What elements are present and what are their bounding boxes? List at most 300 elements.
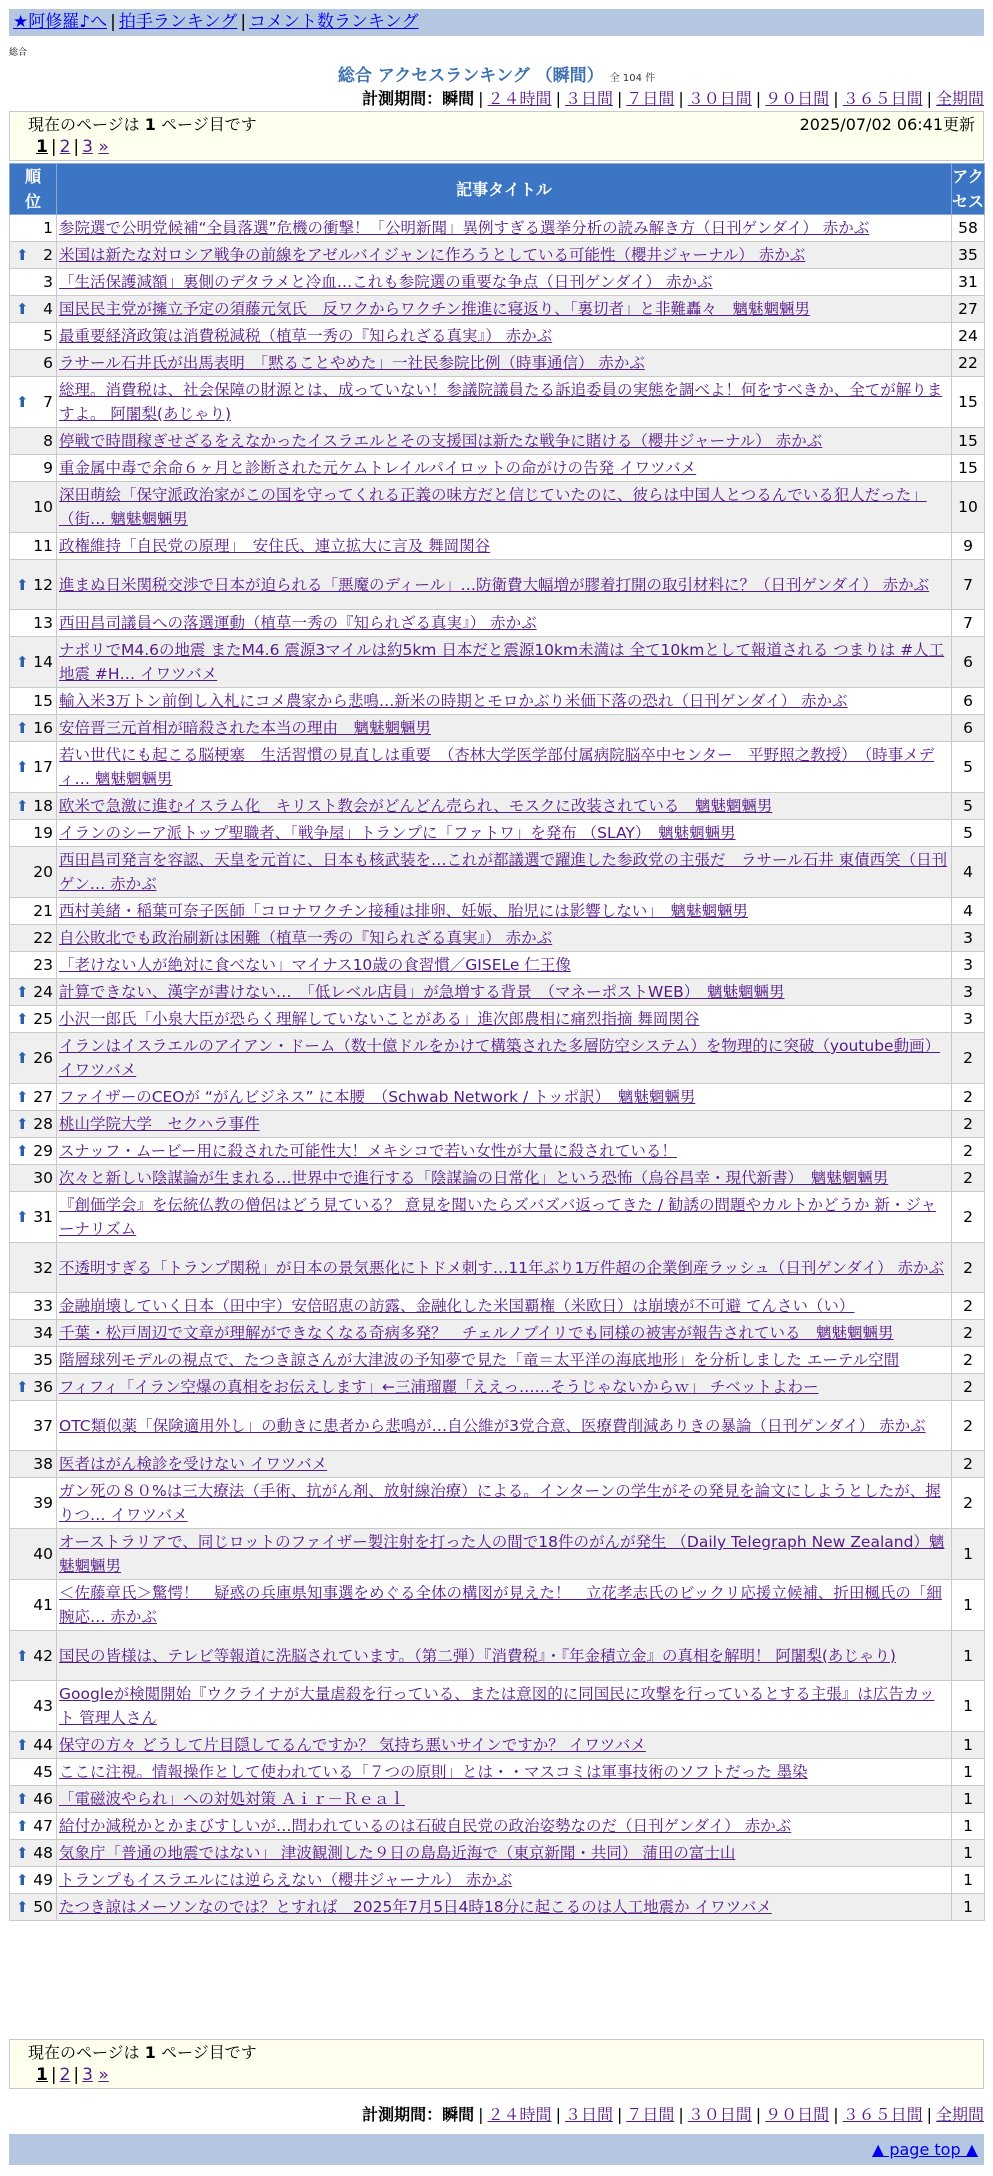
page-next-link[interactable]: » xyxy=(98,137,109,157)
article-link[interactable]: 金融崩壊していく日本（田中宇）安倍昭恵の訪露、金融化した米国覇権（米欧日）は崩壊が不可避 てんさい（い） xyxy=(59,1297,855,1315)
rank-cell xyxy=(10,1374,57,1401)
period-selector-bottom xyxy=(362,2102,984,2125)
period-separator: | xyxy=(555,2105,561,2124)
article-link[interactable]: ガン死の８０%は三大療法（手術、抗がん剤、放射線治療）による。インターンの学生がその発見を論文にしようとしたが、握りつ… イワツバメ xyxy=(59,1482,941,1524)
article-link[interactable]: 西田昌司議員への落選運動（植草一秀の『知られざる真実』） 赤かぶ xyxy=(59,614,537,632)
title-cell xyxy=(57,898,952,925)
title-cell xyxy=(57,925,952,952)
rank-number: 41 xyxy=(33,1596,53,1614)
up-arrow-icon: ⬆ xyxy=(16,575,29,594)
access-count: 15 xyxy=(952,377,985,428)
up-arrow-icon: ⬆ xyxy=(16,300,29,318)
top-nav-bar xyxy=(9,9,984,36)
rank-cell xyxy=(10,1529,57,1580)
title-cell xyxy=(57,1347,952,1374)
title-cell xyxy=(57,377,952,428)
table-row xyxy=(10,428,985,455)
page-link-3[interactable]: 3 xyxy=(82,2065,93,2085)
clap-ranking-link[interactable]: 拍手ランキング xyxy=(118,12,238,32)
article-link[interactable]: 給付か減税かとかまびすしいが…問われているのは石破自民党の政治姿勢なのだ（日刊ゲンダイ） 赤かぶ xyxy=(59,1817,792,1835)
article-link[interactable]: ファイザーのCEOが “がんビジネス” に本腰 （Schwab Network / トッポ訳） 魑魅魍魎男 xyxy=(59,1088,696,1106)
up-arrow-icon: ⬆ xyxy=(16,1817,29,1835)
current-page-text: 現在のページは 1 ページ目です xyxy=(28,2043,257,2062)
rank-number: 9 xyxy=(43,459,53,477)
period-label: 計測期間： xyxy=(362,89,443,108)
access-count: 2 xyxy=(952,1320,985,1347)
rank-number: 40 xyxy=(33,1545,53,1563)
up-arrow-icon: ⬆ xyxy=(16,1378,29,1396)
access-count: 24 xyxy=(952,323,985,350)
table-row xyxy=(10,847,985,898)
rank-number: 39 xyxy=(33,1494,53,1512)
pagination-bottom: 1 | 2 | 3 » xyxy=(36,2065,109,2085)
article-link[interactable]: 進まぬ日米関税交渉で日本が迫られる「悪魔のディール」…防衛費大幅増が膠着打開の取引材料に？（日刊ゲンダイ） 赤かぶ xyxy=(59,575,930,594)
access-count: 5 xyxy=(952,820,985,847)
article-link[interactable]: ナポリでM4.6の地震 またM4.6 震源3マイルは約5km 日本だと震源10km未満は 全て10kmとして報道される つまりは #人工地震 #H… イワツバメ xyxy=(59,641,945,683)
access-count: 5 xyxy=(952,793,985,820)
title-cell xyxy=(57,296,952,323)
article-link[interactable]: 不透明すぎる「トランプ関税」が日本の景気悪化にトドメ刺す…11年ぶり1万件超の企業倒産ラッシュ（日刊ゲンダイ） 赤かぶ xyxy=(59,1258,945,1277)
access-count: 1 xyxy=(952,1840,985,1867)
article-link[interactable]: 総理。消費税は、社会保障の財源とは、成っていない！参議院議員たる訴追委員の実態を調べよ！何をすべきか、全てが解りますよ。 阿闍梨(あじゃり) xyxy=(59,381,943,423)
rank-number: 46 xyxy=(33,1790,53,1808)
title-cell xyxy=(57,1293,952,1320)
period-link[interactable]: ３６５日間 xyxy=(842,89,923,108)
title-cell xyxy=(57,533,952,560)
table-row xyxy=(10,1786,985,1813)
ranking-table xyxy=(9,163,985,1921)
up-arrow-icon: ⬆ xyxy=(16,1898,29,1916)
rank-number: 6 xyxy=(43,354,53,372)
rank-cell xyxy=(10,1320,57,1347)
page-link-2[interactable]: 2 xyxy=(59,137,71,157)
rank-cell xyxy=(10,847,57,898)
table-row xyxy=(10,898,985,925)
title-header: 記事タイトル xyxy=(57,164,952,215)
table-row xyxy=(10,296,985,323)
page-info-top xyxy=(9,111,984,161)
period-link[interactable]: 全期間 xyxy=(935,89,984,108)
page-next-link[interactable]: » xyxy=(98,2065,109,2085)
table-row xyxy=(10,1580,985,1631)
rank-cell xyxy=(10,1894,57,1921)
article-link[interactable]: 「電磁波やられ」への対処対策 Ａｉｒ－Ｒｅａｌ xyxy=(59,1790,405,1808)
table-row xyxy=(10,1813,985,1840)
page-top-link[interactable]: ▲ page top ▲ xyxy=(871,2140,978,2159)
title-cell xyxy=(57,242,952,269)
title-cell xyxy=(57,979,952,1006)
period-link[interactable]: ７日間 xyxy=(626,2105,675,2124)
table-row xyxy=(10,1111,985,1138)
pagination-top: 1 | 2 | 3 » xyxy=(36,137,109,157)
up-arrow-icon: ⬆ xyxy=(16,1010,29,1028)
title-cell xyxy=(57,847,952,898)
article-link[interactable]: 『創価学会』を伝統仏教の僧侶はどう見ている？ 意見を聞いたらズバズバ返ってきた / 勧誘の問題やカルトかどうか 新・ジャーナリズム xyxy=(59,1196,937,1238)
article-link[interactable]: 「生活保護減額」裏側のデタラメと冷血…これも参院選の重要な争点（日刊ゲンダイ） 赤かぶ xyxy=(59,273,713,291)
up-arrow-icon: ⬆ xyxy=(16,393,29,411)
article-link[interactable]: 輸入米3万トン前倒し入札にコメ農家から悲鳴…新米の時期とモロかぶり米価下落の恐れ（日刊ゲンダイ） 赤かぶ xyxy=(59,692,848,710)
rank-header: 順 位 xyxy=(10,164,57,215)
access-count: 9 xyxy=(952,533,985,560)
article-link[interactable]: フィフィ「イラン空爆の真相をお伝えします」←三浦瑠麗「ええっ……そうじゃないからｗ」 チベットよわー xyxy=(59,1378,819,1396)
table-row xyxy=(10,1681,985,1732)
page-current: 1 xyxy=(36,2065,48,2085)
article-link[interactable]: トランプもイスラエルには逆らえない（櫻井ジャーナル） 赤かぶ xyxy=(59,1871,513,1889)
table-row xyxy=(10,560,985,610)
access-count: 1 xyxy=(952,1580,985,1631)
rank-cell xyxy=(10,1840,57,1867)
title-cell xyxy=(57,820,952,847)
access-count: 10 xyxy=(952,482,985,533)
rank-number: 18 xyxy=(33,797,53,815)
access-count: 5 xyxy=(952,742,985,793)
title-cell xyxy=(57,1867,952,1894)
rank-number: 43 xyxy=(33,1697,53,1715)
title-cell xyxy=(57,1192,952,1243)
up-arrow-icon: ⬆ xyxy=(16,1790,29,1808)
access-count: 3 xyxy=(952,979,985,1006)
title-cell xyxy=(57,1084,952,1111)
rank-number: 47 xyxy=(33,1817,53,1835)
up-arrow-icon: ⬆ xyxy=(16,1646,29,1665)
article-link[interactable]: オーストラリアで、同じロットのファイザー製注射を打った人の間で18件のがんが発生 （Daily Telegraph New Zealand）魑魅魍魎男 xyxy=(59,1533,945,1575)
access-count: 6 xyxy=(952,715,985,742)
article-link[interactable]: 安倍晋三元首相が暗殺された本当の理由 魑魅魍魎男 xyxy=(59,719,432,737)
title-cell xyxy=(57,1894,952,1921)
table-row xyxy=(10,215,985,242)
access-count: 2 xyxy=(952,1111,985,1138)
access-count: 2 xyxy=(952,1192,985,1243)
access-count: 2 xyxy=(952,1138,985,1165)
access-count: 58 xyxy=(952,215,985,242)
rank-number: 1 xyxy=(43,219,53,237)
period-link[interactable]: ３日間 xyxy=(564,89,613,108)
table-row xyxy=(10,533,985,560)
access-count: 2 xyxy=(952,1451,985,1478)
article-link[interactable]: 西田昌司発言を容認、天皇を元首に、日本も核武装を…これが都議選で躍進した参政党の主張だ ラサール石井 東債西笑（日刊ゲン… 赤かぶ xyxy=(59,851,948,893)
title-cell xyxy=(57,742,952,793)
access-count: 2 xyxy=(952,1033,985,1084)
article-link[interactable]: 国民民主党が擁立予定の須藤元気氏 反ワクからワクチン推進に寝返り、「裏切者」と非難轟々 魑魅魍魎男 xyxy=(59,300,810,318)
rank-number: 17 xyxy=(33,758,53,776)
article-link[interactable]: 保守の方々 どうして片目隠してるんですか？ 気持ち悪いサインですか？ イワツバメ xyxy=(59,1736,646,1754)
period-link[interactable]: ９０日間 xyxy=(765,89,830,108)
article-link[interactable]: 小沢一郎氏「小泉大臣が恐らく理解していないことがある」進次郎農相に痛烈指摘 舞岡関谷 xyxy=(59,1010,700,1028)
access-count: 3 xyxy=(952,925,985,952)
title-cell xyxy=(57,715,952,742)
table-row xyxy=(10,793,985,820)
table-row xyxy=(10,1192,985,1243)
article-link[interactable]: 若い世代にも起こる脳梗塞 生活習慣の見直しは重要 （杏林大学医学部付属病院脳卒中センター 平野照之教授） （時事メディ… 魑魅魍魎男 xyxy=(59,746,935,788)
table-row xyxy=(10,925,985,952)
article-link[interactable]: 深田萌絵「保守派政治家がこの国を守ってくれる正義の味方だと信じていたのに、彼らは中国人とつるんでいる犯人だった」（街… 魑魅魍魎男 xyxy=(59,486,927,528)
rank-cell xyxy=(10,1138,57,1165)
up-arrow-icon: ⬆ xyxy=(16,1049,29,1067)
rank-number: 16 xyxy=(33,719,53,737)
rank-number: 50 xyxy=(33,1898,53,1916)
period-separator: | xyxy=(478,89,484,108)
rank-cell xyxy=(10,1451,57,1478)
period-label: 計測期間： xyxy=(362,2105,443,2124)
table-row xyxy=(10,323,985,350)
rank-number: 14 xyxy=(33,653,53,671)
current-page-text: 現在のページは 1 ページ目です xyxy=(28,115,257,134)
rank-number: 5 xyxy=(43,327,53,345)
title-cell xyxy=(57,688,952,715)
rank-cell xyxy=(10,715,57,742)
article-link[interactable]: 欧米で急激に進むイスラム化 キリスト教会がどんどん売られ、モスクに改装されている 魑魅魍魎男 xyxy=(59,797,773,815)
rank-number: 7 xyxy=(43,393,53,411)
article-link[interactable]: 停戦で時間稼ぎせざるをえなかったイスラエルとその支援国は新たな戦争に賭ける（櫻井ジャーナル） 赤かぶ xyxy=(59,432,823,450)
total-count: 全 104 件 xyxy=(609,73,656,84)
rank-cell xyxy=(10,610,57,637)
title-cell xyxy=(57,323,952,350)
access-count: 1 xyxy=(952,1786,985,1813)
period-selector-top xyxy=(362,86,984,109)
rank-cell xyxy=(10,820,57,847)
period-separator: | xyxy=(755,2105,762,2124)
access-count: 2 xyxy=(952,1401,985,1451)
access-count: 1 xyxy=(952,1759,985,1786)
up-arrow-icon: ⬆ xyxy=(16,1844,29,1862)
rank-cell xyxy=(10,1681,57,1732)
rank-number: 11 xyxy=(33,537,53,555)
access-count: 6 xyxy=(952,637,985,688)
rank-cell xyxy=(10,1033,57,1084)
article-link[interactable]: 最重要経済政策は消費税減税（植草一秀の『知られざる真実』） 赤かぶ xyxy=(59,327,553,345)
article-link[interactable]: 医者はがん検診を受けない イワツバメ xyxy=(59,1455,328,1473)
rank-cell xyxy=(10,637,57,688)
article-link[interactable]: 気象庁「普通の地震ではない」 津波観測した９日の島島近海で（東京新聞・共同） 蒲田の富士山 xyxy=(59,1844,736,1862)
article-link[interactable]: ここに注視。情報操作として使われている「７つの原則」とは・・マスコミは軍事技術のソフトだった 墨染 xyxy=(59,1763,808,1781)
title-cell xyxy=(57,350,952,377)
article-link[interactable]: 政権維持「自民党の原理」 安住氏、連立拡大に言及 舞岡関谷 xyxy=(59,537,491,555)
rank-cell xyxy=(10,560,57,610)
access-count: 1 xyxy=(952,1894,985,1921)
access-count: 6 xyxy=(952,688,985,715)
rank-cell xyxy=(10,455,57,482)
rank-number: 45 xyxy=(33,1763,53,1781)
rank-cell xyxy=(10,1813,57,1840)
rank-number: 4 xyxy=(43,300,53,318)
article-link[interactable]: 「老けない人が絶対に食べない」マイナス10歳の食習慣／GISELe 仁王像 xyxy=(59,956,571,974)
rank-number: 13 xyxy=(33,614,53,632)
rank-cell xyxy=(10,793,57,820)
rank-cell xyxy=(10,1347,57,1374)
access-count: 27 xyxy=(952,296,985,323)
table-row xyxy=(10,1320,985,1347)
rank-number: 35 xyxy=(33,1351,53,1369)
table-row xyxy=(10,1894,985,1921)
table-row xyxy=(10,1347,985,1374)
access-count: 15 xyxy=(952,428,985,455)
period-link[interactable]: ３６５日間 xyxy=(842,2105,923,2124)
rank-number: 22 xyxy=(33,929,53,947)
article-link[interactable]: 重金属中毒で余命６ヶ月と診断された元ケムトレイルパイロットの命がけの告発 イワツバメ xyxy=(59,459,697,477)
nav-separator: | xyxy=(240,12,247,32)
article-link[interactable]: 計算できない、漢字が書けない… 「低レベル店員」が急増する背景 （マネーポストWEB） 魑魅魍魎男 xyxy=(59,983,785,1001)
title-cell xyxy=(57,1401,952,1451)
page-link-2[interactable]: 2 xyxy=(59,2065,71,2085)
access-count: 4 xyxy=(952,898,985,925)
article-link[interactable]: イランのシーア派トップ聖職者、「戦争屋」トランプに「ファトワ」を発布 （SLAY） 魑魅魍魎男 xyxy=(59,824,736,842)
rank-number: 21 xyxy=(33,902,53,920)
article-link[interactable]: 桃山学院大学 セクハラ事件 xyxy=(59,1115,260,1133)
rank-number: 48 xyxy=(33,1844,53,1862)
up-arrow-icon: ⬆ xyxy=(16,797,29,815)
title-cell xyxy=(57,560,952,610)
rank-number: 24 xyxy=(33,983,53,1001)
period-link[interactable]: ７日間 xyxy=(626,89,675,108)
rank-number: 30 xyxy=(33,1169,53,1187)
up-arrow-icon: ⬆ xyxy=(16,653,29,671)
table-row xyxy=(10,952,985,979)
title-cell xyxy=(57,1451,952,1478)
title-cell xyxy=(57,1243,952,1293)
period-link[interactable]: ２４時間 xyxy=(487,2105,552,2124)
table-row xyxy=(10,350,985,377)
title-cell xyxy=(57,1111,952,1138)
rank-number: 49 xyxy=(33,1871,53,1889)
rank-number: 8 xyxy=(43,432,53,450)
access-count: 2 xyxy=(952,1165,985,1192)
up-arrow-icon: ⬆ xyxy=(16,1208,29,1226)
rank-number: 26 xyxy=(33,1049,53,1067)
article-link[interactable]: イランはイスラエルのアイアン・ドーム（数十億ドルをかけて構築された多層防空システム）を物理的に突破（youtube動画） イワツバメ xyxy=(59,1037,941,1079)
period-separator: | xyxy=(555,89,561,108)
period-separator: | xyxy=(478,2105,484,2124)
rank-cell xyxy=(10,533,57,560)
article-link[interactable]: 国民の皆様は、テレビ等報道に洗脳されています。（第二弾）『消費税』・『年金積立金』の真相を解明！ 阿闍梨(あじゃり) xyxy=(59,1646,896,1665)
article-link[interactable]: スナッフ・ムービー用に殺された可能性大！メキシコで若い女性が大量に殺されている！ xyxy=(59,1142,677,1160)
article-link[interactable]: 階層球列モデルの視点で、たつき諒さんが大津波の予知夢で見た「竜＝太平洋の海底地形」を分析しました エーテル空間 xyxy=(59,1351,900,1369)
title-cell xyxy=(57,1006,952,1033)
table-row xyxy=(10,1867,985,1894)
article-link[interactable]: ラサール石井氏が出馬表明 「黙ることやめた」一社民参院比例（時事通信） 赤かぶ xyxy=(59,354,645,372)
access-count: 22 xyxy=(952,350,985,377)
title-cell xyxy=(57,1759,952,1786)
access-count: 2 xyxy=(952,1243,985,1293)
title-cell xyxy=(57,482,952,533)
period-current: 瞬間 xyxy=(442,89,475,108)
rank-cell xyxy=(10,742,57,793)
access-count: 2 xyxy=(952,1478,985,1529)
article-link[interactable]: ＜佐藤章氏＞驚愕！ 疑惑の兵庫県知事選をめぐる全体の構図が見えた！ 立花孝志氏のビックリ応援立候補、折田楓氏の「細腕応… 赤かぶ xyxy=(59,1584,942,1626)
article-link[interactable]: OTC類似薬「保険適用外し」の動きに患者から悲鳴が…自公維が3党合意、医療費削減ありきの暴論（日刊ゲンダイ） 赤かぶ xyxy=(59,1416,926,1435)
period-separator: | xyxy=(926,2105,932,2124)
title-cell xyxy=(57,1840,952,1867)
access-count: 1 xyxy=(952,1867,985,1894)
rank-cell xyxy=(10,688,57,715)
page-current: 1 xyxy=(36,137,48,157)
period-link[interactable]: 全期間 xyxy=(935,2105,984,2124)
title-cell xyxy=(57,1033,952,1084)
article-link[interactable]: たつき諒はメーソンなのでは？とすれば 2025年7月5日4時18分に起こるのは人工地震か イワツバメ xyxy=(59,1898,772,1916)
rank-number: 38 xyxy=(33,1455,53,1473)
up-arrow-icon: ⬆ xyxy=(16,1871,29,1889)
page-link-3[interactable]: 3 xyxy=(82,137,93,157)
access-count: 7 xyxy=(952,610,985,637)
rank-number: 3 xyxy=(43,273,53,291)
rank-cell xyxy=(10,1293,57,1320)
article-link[interactable]: 千葉・松戸周辺で文章が理解ができなくなる奇病多発？ チェルノブイリでも同様の被害が報告されている 魑魅魍魎男 xyxy=(59,1324,894,1342)
article-link[interactable]: 自公敗北でも政治刷新は困難（植草一秀の『知られざる真実』） 赤かぶ xyxy=(59,929,553,947)
rank-cell xyxy=(10,269,57,296)
table-row xyxy=(10,1451,985,1478)
home-link[interactable]: ★阿修羅♪へ xyxy=(13,12,108,32)
title-cell xyxy=(57,1681,952,1732)
title-cell xyxy=(57,637,952,688)
article-link[interactable]: 米国は新たな対ロシア戦争の前線をアゼルバイジャンに作ろうとしている可能性（櫻井ジャーナル） 赤かぶ xyxy=(59,246,806,264)
period-link[interactable]: ３０日間 xyxy=(687,2105,752,2124)
rank-cell xyxy=(10,1192,57,1243)
rank-number: 42 xyxy=(33,1646,53,1665)
rank-number: 15 xyxy=(33,692,53,710)
rank-number: 25 xyxy=(33,1010,53,1028)
rank-cell xyxy=(10,1478,57,1529)
article-link[interactable]: 次々と新しい陰謀論が生まれる…世界中で進行する「陰謀論の日常化」という恐怖（烏谷昌幸・現代新書） 魑魅魍魎男 xyxy=(59,1169,889,1187)
period-separator: | xyxy=(678,89,684,108)
article-link[interactable]: 西村美緒・稲葉可奈子医師「コロナワクチン接種は排卵、妊娠、胎児には影響しない」 魑魅魍魎男 xyxy=(59,902,748,920)
table-row xyxy=(10,715,985,742)
rank-cell xyxy=(10,215,57,242)
rank-cell xyxy=(10,1401,57,1451)
up-arrow-icon: ⬆ xyxy=(16,1088,29,1106)
table-row xyxy=(10,1033,985,1084)
table-row xyxy=(10,1084,985,1111)
table-row xyxy=(10,1401,985,1451)
rank-cell xyxy=(10,979,57,1006)
rank-number: 19 xyxy=(33,824,53,842)
title-cell xyxy=(57,1631,952,1681)
rank-number: 44 xyxy=(33,1736,53,1754)
rank-cell xyxy=(10,350,57,377)
rank-number: 33 xyxy=(33,1297,53,1315)
title-cell xyxy=(57,1813,952,1840)
title-cell xyxy=(57,1138,952,1165)
rank-number: 2 xyxy=(43,246,53,264)
access-count: 31 xyxy=(952,269,985,296)
article-link[interactable]: Googleが検閲開始『ウクライナが大量虐殺を行っている、または意図的に同国民に攻撃を行っているとする主張』は広告カット 管理人さん xyxy=(59,1685,935,1727)
table-row xyxy=(10,242,985,269)
rank-cell xyxy=(10,296,57,323)
table-row xyxy=(10,1006,985,1033)
access-count: 1 xyxy=(952,1529,985,1580)
table-row xyxy=(10,1529,985,1580)
article-link[interactable]: 参院選で公明党候補“全員落選”危機の衝撃！「公明新聞」異例すぎる選挙分析の読み解き方（日刊ゲンダイ） 赤かぶ xyxy=(59,219,870,237)
title-cell xyxy=(57,1320,952,1347)
title-cell xyxy=(57,1786,952,1813)
access-count: 1 xyxy=(952,1681,985,1732)
rank-cell xyxy=(10,898,57,925)
period-link[interactable]: ３日間 xyxy=(564,2105,613,2124)
period-link[interactable]: ９０日間 xyxy=(765,2105,830,2124)
page-info-bottom xyxy=(9,2039,984,2089)
table-row xyxy=(10,610,985,637)
title-cell xyxy=(57,1478,952,1529)
period-link[interactable]: ２４時間 xyxy=(487,89,552,108)
period-link[interactable]: ３０日間 xyxy=(687,89,752,108)
table-header-row xyxy=(10,164,985,215)
access-count: 15 xyxy=(952,455,985,482)
nav-separator: | xyxy=(110,12,116,32)
rank-number: 31 xyxy=(33,1208,53,1226)
table-row xyxy=(10,1840,985,1867)
comment-ranking-link[interactable]: コメント数ランキング xyxy=(249,12,419,32)
rank-cell xyxy=(10,1165,57,1192)
title-cell xyxy=(57,1374,952,1401)
up-arrow-icon: ⬆ xyxy=(16,758,29,776)
